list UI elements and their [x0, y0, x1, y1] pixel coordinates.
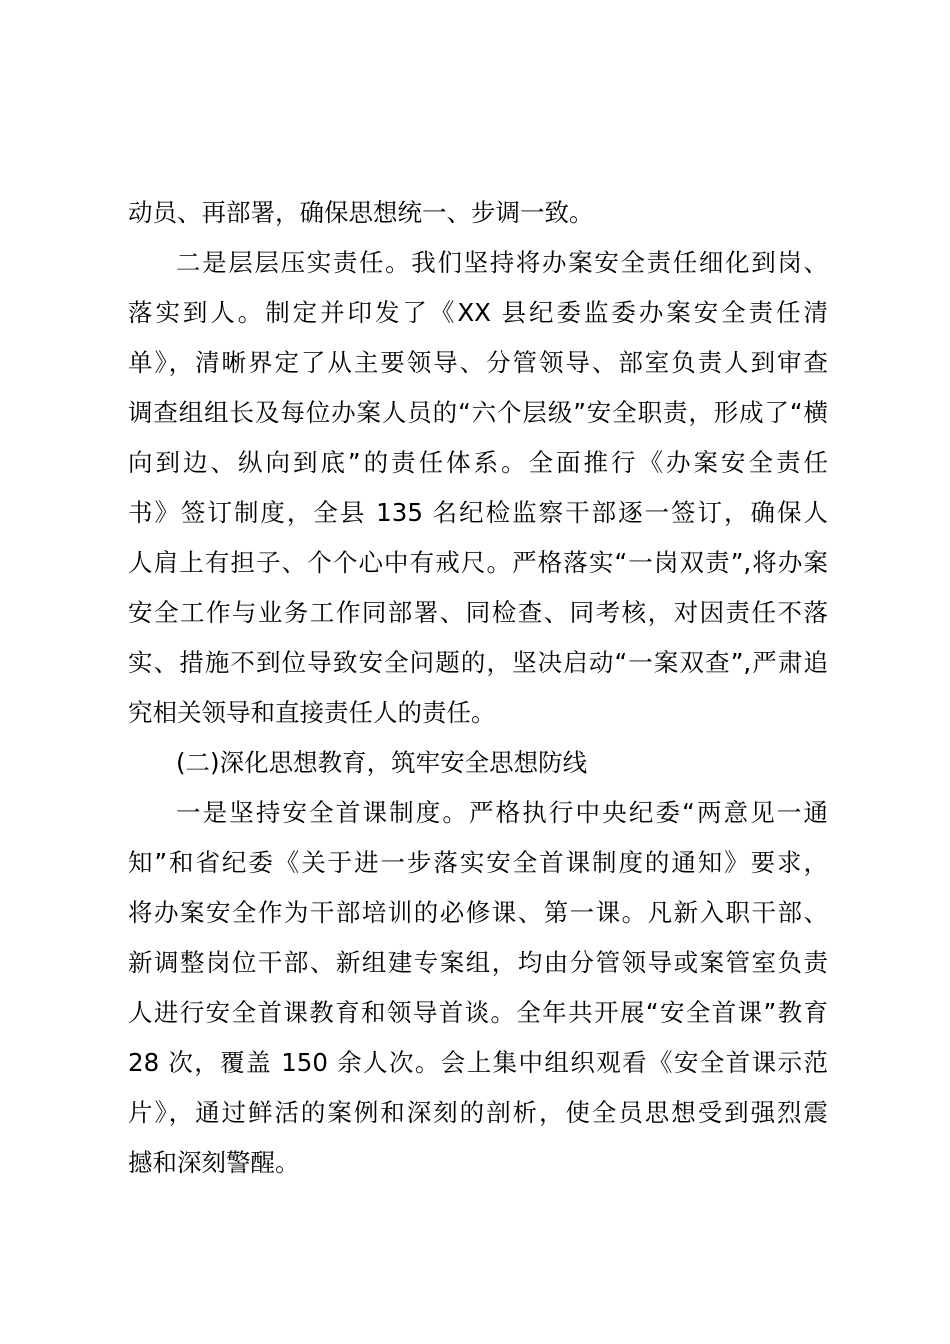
- paragraph-line: 知”和省纪委《关于进一步落实安全首课制度的通知》要求，: [128, 848, 828, 877]
- paragraph-line: 书》签订制度，全县 135 名纪检监察干部逐一签订，确保人: [128, 498, 828, 527]
- paragraph-line: 安全工作与业务工作同部署、同检查、同考核，对因责任不落: [128, 598, 828, 627]
- paragraph-line: 片》，通过鲜活的案例和深刻的剖析，使全员思想受到强烈震: [128, 1098, 828, 1127]
- paragraph-line: 向到边、纵向到底”的责任体系。全面推行《办案安全责任: [128, 448, 828, 477]
- paragraph-line: 动员、再部署，确保思想统一、步调一致。: [128, 198, 594, 227]
- paragraph-line: 究相关领导和直接责任人的责任。: [128, 698, 496, 727]
- paragraph-line: 落实到人。制定并印发了《XX 县纪委监委办案安全责任清: [128, 298, 828, 327]
- paragraph-line: 一是坚持安全首课制度。严格执行中央纪委“两意见一通: [176, 798, 828, 827]
- paragraph-line: 实、措施不到位导致安全问题的，坚决启动“一案双查”,严肃追: [128, 648, 828, 677]
- paragraph-line: 人进行安全首课教育和领导首谈。全年共开展“安全首课”教育: [128, 998, 828, 1027]
- paragraph-line: 28 次，覆盖 150 余人次。会上集中组织观看《安全首课示范: [128, 1048, 828, 1077]
- paragraph-line: 撼和深刻警醒。: [128, 1148, 300, 1177]
- paragraph-line: 将办案安全作为干部培训的必修课、第一课。凡新入职干部、: [128, 898, 828, 927]
- paragraph-line: 调查组组长及每位办案人员的“六个层级”安全职责，形成了“横: [128, 398, 828, 427]
- paragraph-line: 二是层层压实责任。我们坚持将办案安全责任细化到岗、: [176, 248, 828, 277]
- paragraph-line: 人肩上有担子、个个心中有戒尺。严格落实“一岗双责”,将办案: [128, 548, 828, 577]
- paragraph-line: 新调整岗位干部、新组建专案组，均由分管领导或案管室负责: [128, 948, 828, 977]
- paragraph-line: 单》，清晰界定了从主要领导、分管领导、部室负责人到审查: [128, 348, 828, 377]
- section-heading: (二)深化思想教育，筑牢安全思想防线: [176, 748, 588, 777]
